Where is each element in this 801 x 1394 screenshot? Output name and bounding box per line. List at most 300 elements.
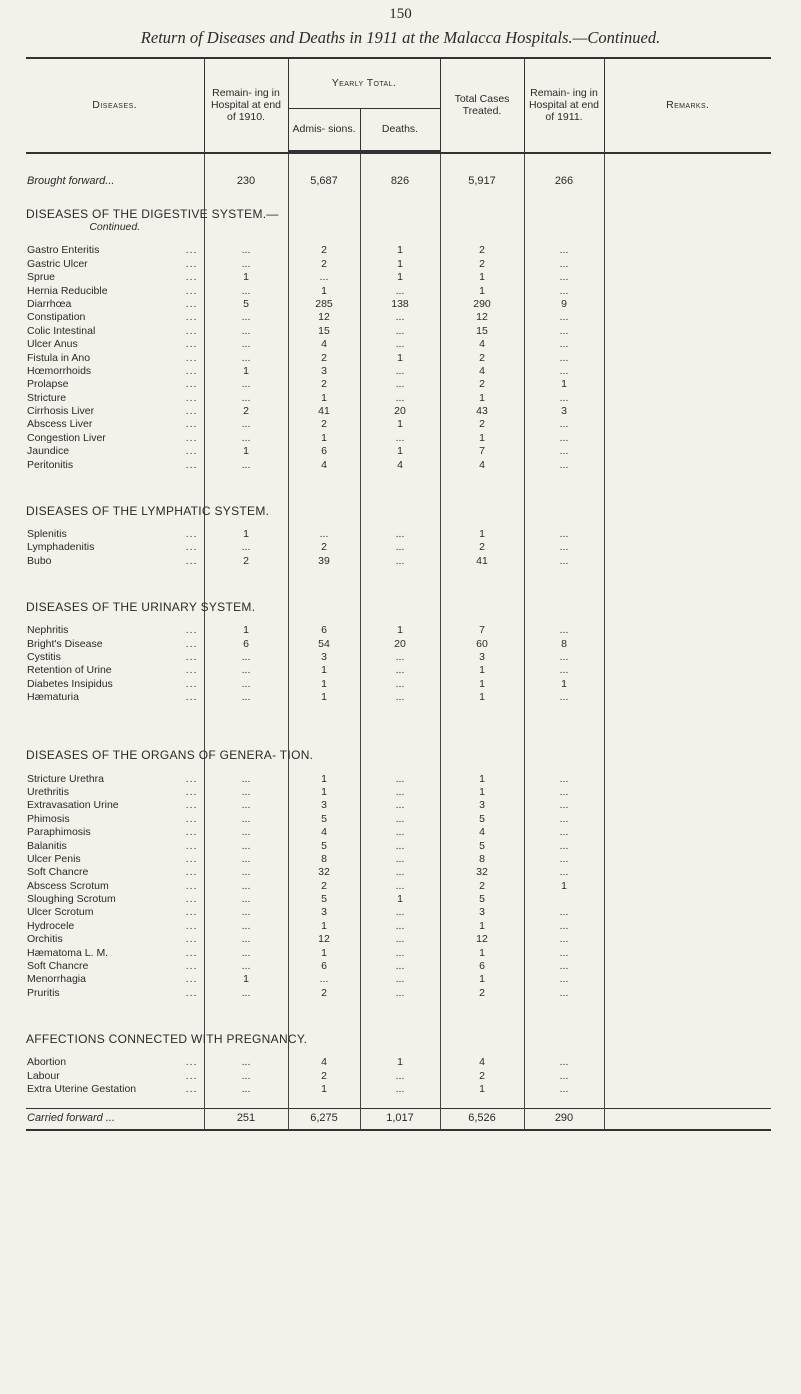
cell-deaths: ... <box>360 1069 440 1082</box>
cell-total: 3 <box>440 651 524 664</box>
section-title: DISEASES OF THE DIGESTIVE SYSTEM.— <box>26 207 279 221</box>
table-row <box>26 893 771 906</box>
cell-admissions: 4 <box>288 338 360 351</box>
cell-remaining-end: 9 <box>524 298 604 311</box>
cell-admissions: 41 <box>288 405 360 418</box>
cell-remaining-start: ... <box>204 893 288 906</box>
disease-name <box>26 637 204 650</box>
cell-remaining-end: ... <box>524 431 604 444</box>
cell-remarks <box>604 445 771 458</box>
section-heading-row <box>26 704 771 772</box>
disease-name-text: Hœmorrhoids <box>27 364 92 377</box>
brought-forward-admissions: 5,687 <box>288 166 360 188</box>
cell-total: 7 <box>440 445 524 458</box>
leader-dots: ... <box>185 1069 198 1082</box>
cell-admissions: 3 <box>288 365 360 378</box>
table-row <box>26 946 771 959</box>
cell-remarks <box>604 651 771 664</box>
cell-deaths: ... <box>360 431 440 444</box>
leader-dots: ... <box>185 637 198 650</box>
disease-name-text: Soft Chancre <box>27 960 89 973</box>
disease-name <box>26 853 204 866</box>
section-subtitle: Continued. <box>89 221 141 233</box>
cell-deaths: 1 <box>360 624 440 637</box>
cell-remaining-start: ... <box>204 1083 288 1096</box>
cell-deaths: 1 <box>360 1056 440 1069</box>
disease-name <box>26 431 204 444</box>
leader-dots: ... <box>185 271 198 284</box>
carried-forward-label: Carried forward ... <box>26 1108 204 1130</box>
carried-forward-admissions: 6,275 <box>288 1108 360 1130</box>
cell-remaining-end: ... <box>524 311 604 324</box>
leader-dots: ... <box>185 893 198 906</box>
cell-admissions: 12 <box>288 311 360 324</box>
cell-remaining-end: ... <box>524 284 604 297</box>
cell-total: 2 <box>440 541 524 554</box>
cell-admissions: 4 <box>288 1056 360 1069</box>
cell-remaining-end: ... <box>524 528 604 541</box>
header-diseases: Diseases. <box>26 58 204 151</box>
cell-admissions: 2 <box>288 378 360 391</box>
disease-name-text: Diarrhœa <box>27 297 72 310</box>
disease-name-text: Balanitis <box>27 839 67 852</box>
disease-name <box>26 528 204 541</box>
table-row <box>26 786 771 799</box>
cell-remaining-end: ... <box>524 772 604 785</box>
cell-admissions: 2 <box>288 879 360 892</box>
cell-remaining-end: ... <box>524 351 604 364</box>
cell-remaining-end: ... <box>524 839 604 852</box>
cell-admissions: 3 <box>288 906 360 919</box>
cell-total: 12 <box>440 933 524 946</box>
cell-admissions: 4 <box>288 458 360 471</box>
disease-name <box>26 691 204 704</box>
section-title: DISEASES OF THE LYMPHATIC SYSTEM. <box>26 503 270 518</box>
cell-remarks <box>604 866 771 879</box>
cell-remaining-start: ... <box>204 1056 288 1069</box>
disease-name <box>26 244 204 257</box>
cell-total: 41 <box>440 554 524 567</box>
header-total-cases: Total Cases Treated. <box>440 58 524 151</box>
cell-total: 4 <box>440 1056 524 1069</box>
cell-total: 7 <box>440 624 524 637</box>
cell-total: 15 <box>440 324 524 337</box>
disease-name <box>26 418 204 431</box>
leader-dots: ... <box>185 1056 198 1069</box>
table-row <box>26 311 771 324</box>
cell-remarks <box>604 893 771 906</box>
cell-deaths: 4 <box>360 458 440 471</box>
cell-deaths: ... <box>360 338 440 351</box>
cell-admissions: 285 <box>288 298 360 311</box>
disease-name-text: Hernia Reducible <box>27 284 108 297</box>
cell-remaining-end: ... <box>524 866 604 879</box>
cell-remaining-start: ... <box>204 853 288 866</box>
leader-dots: ... <box>185 986 198 999</box>
cell-admissions: 1 <box>288 284 360 297</box>
disease-name <box>26 284 204 297</box>
cell-remarks <box>604 418 771 431</box>
disease-name-text: Urethritis <box>27 785 70 798</box>
cell-remaining-end: ... <box>524 1056 604 1069</box>
header-remaining-start: Remain- ing in Hospital at end of 1910. <box>204 58 288 151</box>
disease-name <box>26 351 204 364</box>
cell-deaths: ... <box>360 812 440 825</box>
cell-admissions: 2 <box>288 1069 360 1082</box>
cell-deaths: ... <box>360 365 440 378</box>
disease-name <box>26 311 204 324</box>
cell-remarks <box>604 960 771 973</box>
cell-remarks <box>604 664 771 677</box>
cell-remaining-start: ... <box>204 677 288 690</box>
disease-name-text: Splenitis <box>27 528 67 541</box>
cell-remarks <box>604 351 771 364</box>
cell-total: 5 <box>440 812 524 825</box>
leader-dots: ... <box>185 445 198 458</box>
leader-dots: ... <box>185 297 198 310</box>
cell-remaining-start: ... <box>204 351 288 364</box>
cell-deaths: ... <box>360 772 440 785</box>
cell-total: 2 <box>440 244 524 257</box>
cell-remaining-end: ... <box>524 338 604 351</box>
cell-total: 1 <box>440 786 524 799</box>
cell-remaining-start: ... <box>204 933 288 946</box>
cell-remarks <box>604 946 771 959</box>
cell-deaths: ... <box>360 664 440 677</box>
cell-remarks <box>604 853 771 866</box>
leader-dots: ... <box>185 351 198 364</box>
disease-name <box>26 919 204 932</box>
cell-remaining-start: ... <box>204 691 288 704</box>
cell-remaining-end: ... <box>524 973 604 986</box>
cell-remaining-start: ... <box>204 541 288 554</box>
cell-admissions: ... <box>288 528 360 541</box>
cell-admissions: ... <box>288 271 360 284</box>
cell-admissions: 1 <box>288 691 360 704</box>
cell-remarks <box>604 919 771 932</box>
disease-name <box>26 324 204 337</box>
disease-name-text: Ulcer Penis <box>27 852 81 865</box>
cell-total: 1 <box>440 691 524 704</box>
cell-total: 2 <box>440 986 524 999</box>
disease-name-text: Colic Intestinal <box>27 324 96 337</box>
cell-total: 1 <box>440 271 524 284</box>
cell-remaining-start: ... <box>204 378 288 391</box>
table-row <box>26 853 771 866</box>
section-title: DISEASES OF THE ORGANS OF GENERA- TION. <box>26 748 314 763</box>
cell-remarks <box>604 772 771 785</box>
cell-total: 32 <box>440 866 524 879</box>
cell-admissions: 12 <box>288 933 360 946</box>
cell-remarks <box>604 637 771 650</box>
disease-name-text: Hydrocele <box>27 919 75 932</box>
cell-remarks <box>604 458 771 471</box>
section-heading-row <box>26 1000 771 1056</box>
disease-name-text: Peritonitis <box>27 458 74 471</box>
table-row <box>26 812 771 825</box>
cell-admissions: 6 <box>288 445 360 458</box>
table-row <box>26 528 771 541</box>
cell-remarks <box>604 541 771 554</box>
carried-forward-total: 6,526 <box>440 1108 524 1130</box>
cell-remarks <box>604 298 771 311</box>
cell-deaths: ... <box>360 906 440 919</box>
disease-name-text: Gastric Ulcer <box>27 257 88 270</box>
cell-admissions: 2 <box>288 351 360 364</box>
cell-deaths: ... <box>360 946 440 959</box>
cell-deaths: 138 <box>360 298 440 311</box>
cell-deaths: 1 <box>360 271 440 284</box>
cell-remaining-start: ... <box>204 338 288 351</box>
cell-admissions: 4 <box>288 826 360 839</box>
leader-dots: ... <box>185 364 198 377</box>
table-row <box>26 541 771 554</box>
cell-remaining-end: ... <box>524 960 604 973</box>
cell-deaths: ... <box>360 933 440 946</box>
table-row <box>26 418 771 431</box>
brought-forward-remaining-end: 266 <box>524 166 604 188</box>
disease-name <box>26 986 204 999</box>
cell-total: 2 <box>440 378 524 391</box>
cell-deaths: ... <box>360 839 440 852</box>
cell-remaining-end: ... <box>524 458 604 471</box>
cell-deaths: 20 <box>360 405 440 418</box>
disease-name-text: Congestion Liver <box>27 431 106 444</box>
cell-remaining-start: ... <box>204 919 288 932</box>
cell-remarks <box>604 405 771 418</box>
leader-dots: ... <box>185 677 198 690</box>
disease-name-text: Cystitis <box>27 650 61 663</box>
disease-name <box>26 879 204 892</box>
leader-dots: ... <box>185 405 198 418</box>
disease-name-text: Prolapse <box>27 378 69 391</box>
table-row <box>26 271 771 284</box>
cell-remarks <box>604 391 771 404</box>
cell-remaining-end: 1 <box>524 879 604 892</box>
cell-remarks <box>604 677 771 690</box>
cell-deaths: ... <box>360 651 440 664</box>
disease-name-text: Cirrhosis Liver <box>27 405 95 418</box>
cell-total: 4 <box>440 458 524 471</box>
disease-name <box>26 893 204 906</box>
leader-dots: ... <box>185 772 198 785</box>
leader-dots: ... <box>185 324 198 337</box>
table-row <box>26 405 771 418</box>
cell-total: 4 <box>440 365 524 378</box>
cell-remaining-end: ... <box>524 651 604 664</box>
disease-name <box>26 541 204 554</box>
disease-name-text: Abscess Liver <box>27 418 93 431</box>
leader-dots: ... <box>185 812 198 825</box>
disease-name <box>26 839 204 852</box>
cell-remaining-end: ... <box>524 799 604 812</box>
header-remaining-end: Remain- ing in Hospital at end of 1911. <box>524 58 604 151</box>
cell-total: 1 <box>440 973 524 986</box>
cell-remaining-start: ... <box>204 839 288 852</box>
leader-dots: ... <box>185 311 198 324</box>
table-row <box>26 257 771 270</box>
table-row <box>26 651 771 664</box>
disease-name <box>26 906 204 919</box>
cell-total: 60 <box>440 637 524 650</box>
disease-name <box>26 405 204 418</box>
cell-deaths: 1 <box>360 351 440 364</box>
cell-total: 5 <box>440 839 524 852</box>
table-row <box>26 1069 771 1082</box>
cell-remaining-end: ... <box>524 946 604 959</box>
table-row <box>26 554 771 567</box>
cell-remarks <box>604 691 771 704</box>
cell-deaths: ... <box>360 973 440 986</box>
cell-remaining-start: ... <box>204 826 288 839</box>
brought-forward-remarks <box>604 166 771 188</box>
disease-name <box>26 799 204 812</box>
table-row <box>26 677 771 690</box>
leader-dots: ... <box>185 799 198 812</box>
carried-forward-deaths: 1,017 <box>360 1108 440 1130</box>
table-row <box>26 351 771 364</box>
disease-name <box>26 298 204 311</box>
table-row <box>26 772 771 785</box>
disease-name-text: Nephritis <box>27 624 69 637</box>
cell-admissions: 2 <box>288 418 360 431</box>
disease-name-text: Sprue <box>27 271 56 284</box>
cell-remarks <box>604 986 771 999</box>
cell-remarks <box>604 324 771 337</box>
leader-dots: ... <box>185 541 198 554</box>
cell-remaining-end: ... <box>524 624 604 637</box>
disease-name-text: Soft Chancre <box>27 866 89 879</box>
leader-dots: ... <box>185 879 198 892</box>
cell-remarks <box>604 826 771 839</box>
table-row <box>26 338 771 351</box>
cell-remaining-end: 1 <box>524 677 604 690</box>
leader-dots: ... <box>185 866 198 879</box>
brought-forward-deaths: 826 <box>360 166 440 188</box>
leader-dots: ... <box>185 338 198 351</box>
cell-deaths: 1 <box>360 445 440 458</box>
disease-name <box>26 973 204 986</box>
disease-name-text: Stricture <box>27 391 67 404</box>
table-row <box>26 691 771 704</box>
disease-name-text: Abscess Scrotum <box>27 879 109 892</box>
brought-forward-remaining-start: 230 <box>204 166 288 188</box>
disease-name-text: Lymphadenitis <box>27 541 95 554</box>
cell-deaths: ... <box>360 528 440 541</box>
leader-dots: ... <box>185 257 198 270</box>
cell-admissions: 2 <box>288 986 360 999</box>
leader-dots: ... <box>185 785 198 798</box>
cell-remaining-end: ... <box>524 691 604 704</box>
cell-remaining-start: ... <box>204 772 288 785</box>
disease-name-text: Diabetes Insipidus <box>27 677 113 690</box>
cell-remaining-end: ... <box>524 986 604 999</box>
cell-remaining-start: 1 <box>204 445 288 458</box>
cell-admissions: 5 <box>288 893 360 906</box>
table-row <box>26 664 771 677</box>
cell-remaining-start: 5 <box>204 298 288 311</box>
cell-remarks <box>604 284 771 297</box>
cell-admissions: 2 <box>288 541 360 554</box>
leader-dots: ... <box>185 973 198 986</box>
cell-admissions: ... <box>288 973 360 986</box>
cell-remaining-start: ... <box>204 431 288 444</box>
cell-admissions: 2 <box>288 244 360 257</box>
leader-dots: ... <box>185 528 198 541</box>
carried-forward-remarks <box>604 1108 771 1130</box>
brought-forward-label: Brought forward... <box>27 175 115 187</box>
cell-total: 1 <box>440 528 524 541</box>
table-row <box>26 839 771 852</box>
cell-remaining-end: ... <box>524 853 604 866</box>
disease-table-container <box>26 57 771 1131</box>
table-row <box>26 1056 771 1069</box>
cell-remaining-start: ... <box>204 799 288 812</box>
table-row <box>26 391 771 404</box>
cell-deaths: ... <box>360 677 440 690</box>
cell-total: 1 <box>440 677 524 690</box>
header-admissions: Admis- sions. <box>288 108 360 151</box>
leader-dots: ... <box>185 554 198 567</box>
cell-remaining-end: ... <box>524 786 604 799</box>
table-row <box>26 324 771 337</box>
section-title: DISEASES OF THE URINARY SYSTEM. <box>26 599 256 614</box>
disease-name <box>26 257 204 270</box>
cell-total: 8 <box>440 853 524 866</box>
header-deaths: Deaths. <box>360 108 440 151</box>
page-title: Return of Diseases and Deaths in 1911 at the Malacca Hospitals.—Continued. <box>140 28 661 47</box>
cell-admissions: 39 <box>288 554 360 567</box>
disease-name-text: Labour <box>27 1069 60 1082</box>
cell-remaining-end: ... <box>524 271 604 284</box>
table-row <box>26 365 771 378</box>
cell-remaining-end: ... <box>524 391 604 404</box>
leader-dots: ... <box>185 839 198 852</box>
cell-remaining-end: ... <box>524 324 604 337</box>
table-row <box>26 826 771 839</box>
disease-name-text: Stricture Urethra <box>27 772 105 785</box>
cell-deaths: ... <box>360 826 440 839</box>
cell-remaining-start: ... <box>204 391 288 404</box>
cell-admissions: 1 <box>288 1083 360 1096</box>
table-row <box>26 284 771 297</box>
disease-name <box>26 651 204 664</box>
disease-name-text: Extra Uterine Gestation <box>27 1082 137 1095</box>
disease-name <box>26 554 204 567</box>
disease-name-text: Menorrhagia <box>27 973 86 986</box>
cell-total: 1 <box>440 946 524 959</box>
table-row <box>26 973 771 986</box>
cell-remaining-end: ... <box>524 418 604 431</box>
leader-dots: ... <box>185 919 198 932</box>
cell-remarks <box>604 1069 771 1082</box>
leader-dots: ... <box>185 852 198 865</box>
cell-remaining-end: ... <box>524 1083 604 1096</box>
cell-remaining-start: ... <box>204 906 288 919</box>
cell-remaining-start: 2 <box>204 405 288 418</box>
cell-admissions: 5 <box>288 812 360 825</box>
cell-remaining-start: 1 <box>204 365 288 378</box>
table-row <box>26 799 771 812</box>
cell-remaining-end <box>524 893 604 906</box>
cell-admissions: 1 <box>288 677 360 690</box>
cell-remaining-start: ... <box>204 244 288 257</box>
cell-deaths: ... <box>360 1083 440 1096</box>
cell-total: 43 <box>440 405 524 418</box>
cell-remaining-end: 1 <box>524 378 604 391</box>
table-row <box>26 1083 771 1096</box>
cell-remaining-start: ... <box>204 866 288 879</box>
